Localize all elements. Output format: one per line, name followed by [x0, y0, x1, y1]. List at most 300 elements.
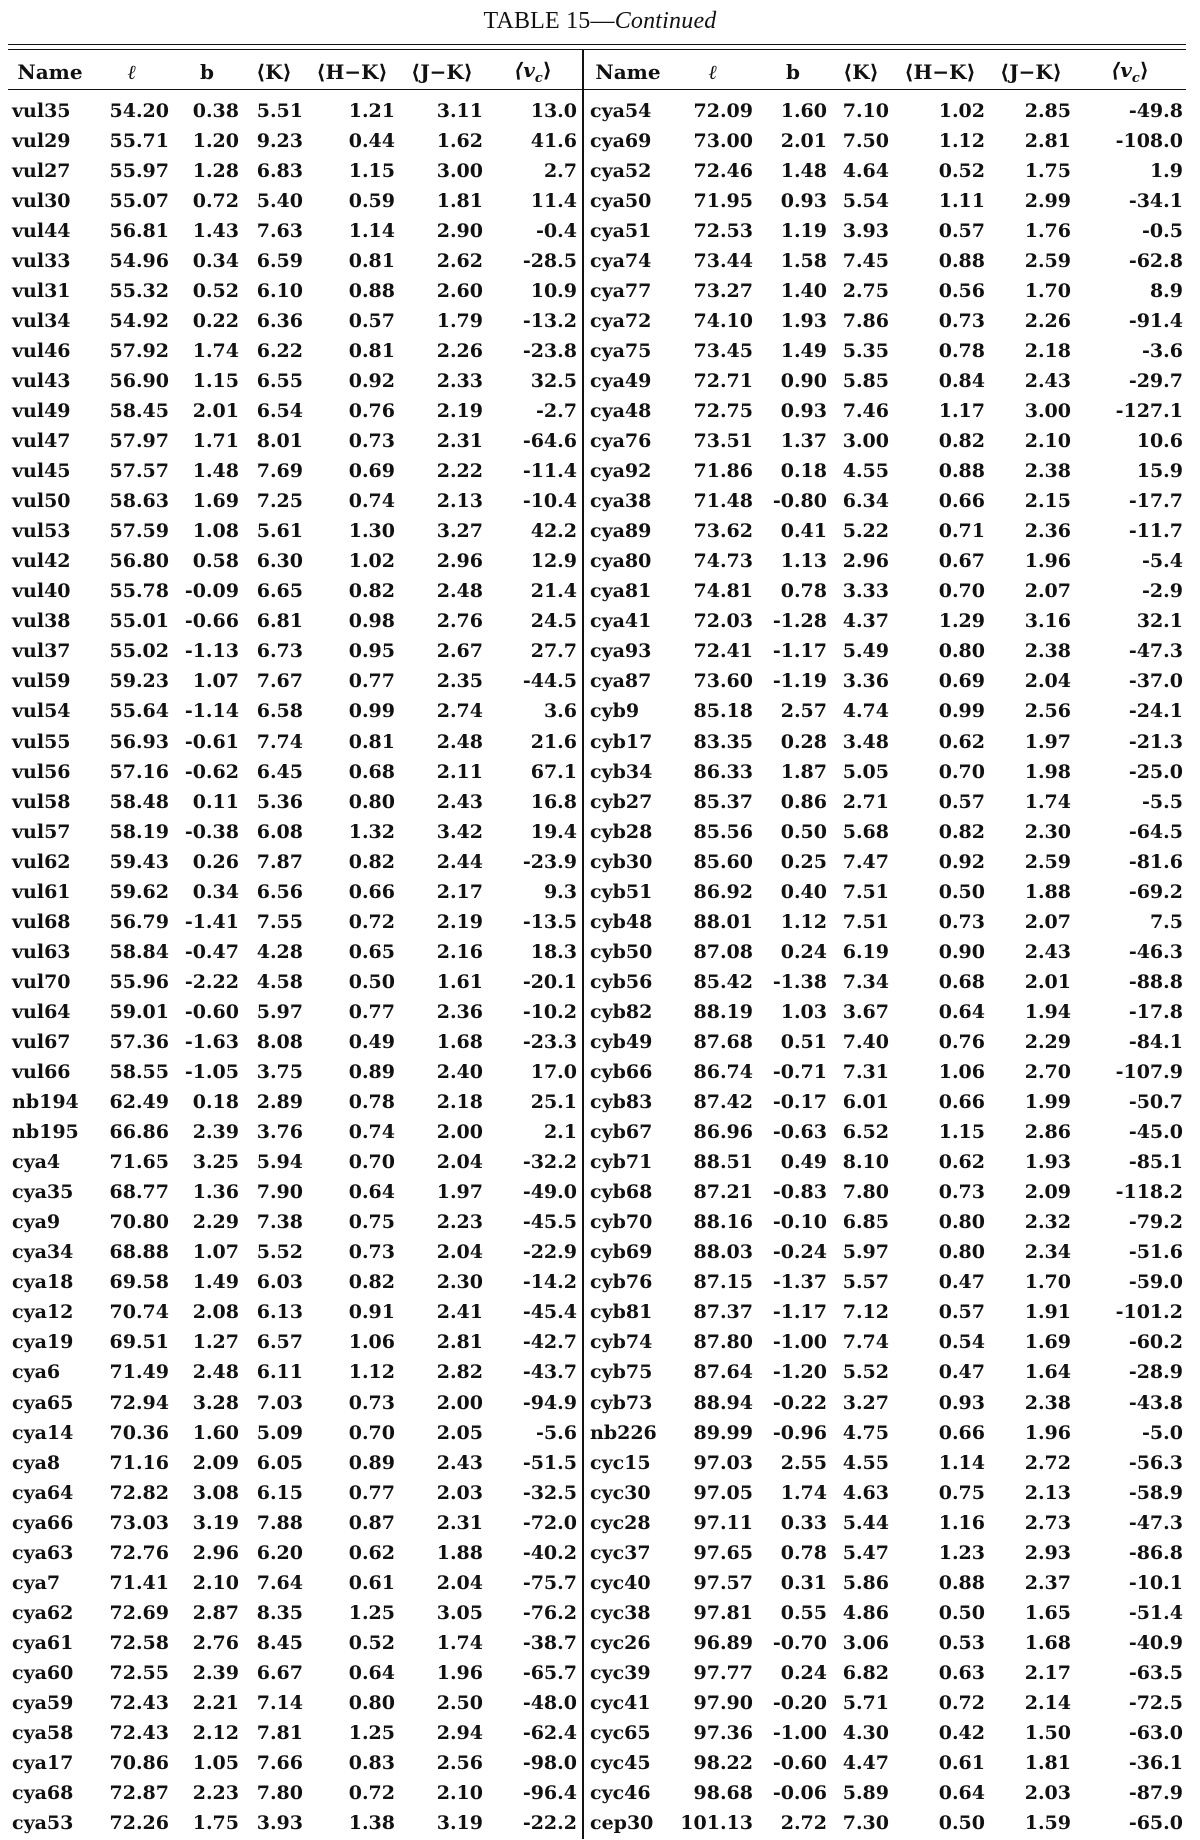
cell-h-k: 0.54	[938, 1331, 985, 1354]
cell-h-k: 0.56	[938, 279, 985, 302]
cell-vc: 19.4	[530, 820, 577, 843]
cell-j-k: 2.67	[436, 640, 483, 663]
cell-j-k: 2.07	[1024, 910, 1071, 933]
cell-b: 0.33	[780, 1511, 827, 1534]
cell-ell: 88.94	[693, 1391, 753, 1414]
cell-b: 0.22	[192, 309, 239, 332]
cell-h-k: 1.12	[348, 1361, 395, 1384]
cell-h-k: 1.17	[938, 399, 985, 422]
cell-name: cyb76	[590, 1271, 653, 1294]
cell-vc: -42.7	[522, 1331, 577, 1354]
cell-vc: -11.4	[522, 460, 577, 483]
cell-vc: -84.1	[1128, 1030, 1183, 1053]
cell-vc: 8.9	[1149, 279, 1183, 302]
cell-h-k: 0.57	[938, 219, 985, 242]
cell-name: cyc46	[590, 1782, 651, 1805]
table-row	[8, 547, 580, 577]
cell-vc: -5.5	[1142, 790, 1183, 813]
cell-k: 4.47	[842, 1752, 889, 1775]
cell-vc: 7.5	[1149, 910, 1183, 933]
cell-vc: -50.7	[1128, 1091, 1183, 1114]
cell-j-k: 1.94	[1024, 1000, 1071, 1023]
cell-k: 5.52	[256, 1241, 303, 1264]
table-row	[8, 697, 580, 727]
cell-h-k: 0.81	[348, 339, 395, 362]
cell-vc: -23.8	[522, 339, 577, 362]
table-row	[8, 366, 580, 396]
cell-b: 2.96	[192, 1541, 239, 1564]
cell-name: cyc38	[590, 1601, 651, 1624]
cell-j-k: 2.76	[436, 610, 483, 633]
cell-b: 1.58	[780, 249, 827, 272]
cell-h-k: 0.92	[348, 369, 395, 392]
table-row	[586, 427, 1186, 457]
table-row	[8, 907, 580, 937]
cell-name: cyb49	[590, 1030, 653, 1053]
cell-j-k: 2.43	[436, 1451, 483, 1474]
table-row	[8, 1148, 580, 1178]
cell-ell: 58.19	[109, 820, 169, 843]
cell-b: -0.96	[772, 1421, 827, 1444]
header-row	[8, 54, 580, 90]
cell-k: 7.51	[842, 880, 889, 903]
cell-k: 4.75	[842, 1421, 889, 1444]
cell-b: 0.24	[780, 940, 827, 963]
table-row	[586, 156, 1186, 186]
cell-name: cya8	[12, 1451, 61, 1474]
cell-h-k: 0.78	[938, 339, 985, 362]
cell-ell: 83.35	[693, 730, 753, 753]
cell-h-k: 1.25	[348, 1601, 395, 1624]
cell-h-k: 1.14	[348, 219, 395, 242]
cell-j-k: 2.04	[436, 1151, 483, 1174]
cell-b: -0.24	[772, 1241, 827, 1264]
cell-j-k: 2.10	[436, 1782, 483, 1805]
table-row	[586, 1538, 1186, 1568]
cell-b: -0.71	[772, 1061, 827, 1084]
top-rule-1	[8, 44, 1186, 45]
cell-k: 8.35	[256, 1601, 303, 1624]
table-row	[586, 817, 1186, 847]
cell-name: vul50	[12, 490, 71, 513]
cell-h-k: 1.02	[348, 550, 395, 573]
cell-ell: 71.48	[693, 490, 753, 513]
cell-ell: 58.48	[109, 790, 169, 813]
cell-b: 2.12	[192, 1722, 239, 1745]
cell-vc: -17.7	[1128, 490, 1183, 513]
table-row	[586, 1779, 1186, 1809]
cell-j-k: 3.00	[436, 159, 483, 182]
cell-vc: -60.2	[1128, 1331, 1183, 1354]
table-row	[586, 306, 1186, 336]
cell-name: cya92	[590, 460, 652, 483]
cell-vc: -46.3	[1128, 940, 1183, 963]
cell-j-k: 2.34	[1024, 1241, 1071, 1264]
cell-vc: 67.1	[530, 760, 577, 783]
cell-name: vul68	[12, 910, 71, 933]
cell-name: vul64	[12, 1000, 71, 1023]
cell-h-k: 0.61	[348, 1571, 395, 1594]
cell-h-k: 1.06	[938, 1061, 985, 1084]
cell-b: -1.20	[772, 1361, 827, 1384]
cell-name: cya4	[12, 1151, 61, 1174]
cell-b: -1.38	[772, 970, 827, 993]
cell-h-k: 1.06	[348, 1331, 395, 1354]
header-ell: ℓ	[708, 59, 718, 84]
cell-k: 4.63	[842, 1481, 889, 1504]
cell-name: vul33	[12, 249, 71, 272]
cell-ell: 97.57	[693, 1571, 753, 1594]
cell-b: 0.51	[780, 1030, 827, 1053]
cell-j-k: 2.81	[436, 1331, 483, 1354]
cell-b: -1.37	[772, 1271, 827, 1294]
cell-name: cyb17	[590, 730, 653, 753]
cell-ell: 97.77	[693, 1661, 753, 1684]
cell-j-k: 1.91	[1024, 1301, 1071, 1324]
cell-h-k: 1.23	[938, 1541, 985, 1564]
table-row	[8, 1418, 580, 1448]
cell-h-k: 0.57	[348, 309, 395, 332]
cell-k: 5.86	[842, 1571, 889, 1594]
cell-b: 1.28	[192, 159, 239, 182]
cell-b: -0.60	[184, 1000, 239, 1023]
table-row	[586, 997, 1186, 1027]
cell-k: 6.82	[842, 1661, 889, 1684]
table-row	[586, 1358, 1186, 1388]
cell-name: cya66	[12, 1511, 74, 1534]
cell-j-k: 3.05	[436, 1601, 483, 1624]
table-row	[586, 847, 1186, 877]
cell-k: 5.05	[842, 760, 889, 783]
cell-ell: 55.07	[109, 189, 169, 212]
cell-k: 6.20	[256, 1541, 303, 1564]
cell-j-k: 1.62	[436, 129, 483, 152]
caption-prefix: TABLE 15—	[483, 8, 615, 34]
cell-name: cya51	[590, 219, 652, 242]
cell-k: 6.13	[256, 1301, 303, 1324]
cell-h-k: 0.81	[348, 730, 395, 753]
cell-k: 5.68	[842, 820, 889, 843]
cell-ell: 71.65	[109, 1151, 169, 1174]
cell-name: vul66	[12, 1061, 71, 1084]
cell-k: 8.08	[256, 1030, 303, 1053]
cell-k: 6.19	[842, 940, 889, 963]
cell-j-k: 2.56	[436, 1752, 483, 1775]
cell-k: 5.61	[256, 520, 303, 543]
cell-vc: 1.9	[1149, 159, 1183, 182]
cell-j-k: 2.56	[1024, 700, 1071, 723]
table-row	[586, 186, 1186, 216]
cell-b: 1.27	[192, 1331, 239, 1354]
cell-vc: 10.9	[530, 279, 577, 302]
cell-vc: -76.2	[522, 1601, 577, 1624]
cell-j-k: 2.13	[436, 490, 483, 513]
cell-k: 5.36	[256, 790, 303, 813]
cell-ell: 72.46	[693, 159, 753, 182]
cell-j-k: 1.99	[1024, 1091, 1071, 1114]
cell-ell: 73.03	[109, 1511, 169, 1534]
cell-h-k: 0.68	[348, 760, 395, 783]
cell-k: 4.37	[842, 610, 889, 633]
cell-j-k: 2.43	[1024, 940, 1071, 963]
cell-h-k: 0.81	[348, 249, 395, 272]
cell-j-k: 2.85	[1024, 99, 1071, 122]
cell-b: 3.19	[192, 1511, 239, 1534]
cell-vc: -45.0	[1128, 1121, 1183, 1144]
cell-vc: -44.5	[522, 670, 577, 693]
cell-b: 1.07	[192, 670, 239, 693]
cell-h-k: 0.74	[348, 490, 395, 513]
cell-b: 0.90	[780, 369, 827, 392]
table-row	[586, 547, 1186, 577]
cell-h-k: 0.73	[348, 1391, 395, 1414]
cell-h-k: 0.61	[938, 1752, 985, 1775]
table-row	[8, 817, 580, 847]
cell-b: 3.28	[192, 1391, 239, 1414]
cell-name: cyc26	[590, 1631, 651, 1654]
cell-j-k: 2.50	[436, 1692, 483, 1714]
table-row	[586, 96, 1186, 126]
cell-h-k: 0.47	[938, 1361, 985, 1384]
cell-h-k: 0.50	[938, 1812, 985, 1835]
cell-j-k: 2.37	[1024, 1571, 1071, 1594]
cell-j-k: 2.81	[1024, 129, 1071, 152]
cell-j-k: 3.11	[436, 99, 483, 122]
table-row	[586, 967, 1186, 997]
cell-b: 0.38	[192, 99, 239, 122]
cell-b: -0.47	[184, 940, 239, 963]
cell-h-k: 0.89	[348, 1451, 395, 1474]
cell-h-k: 0.66	[938, 1091, 985, 1114]
cell-ell: 85.18	[693, 700, 753, 723]
table-row	[8, 577, 580, 607]
cell-b: 0.18	[780, 460, 827, 483]
cell-ell: 72.53	[693, 219, 753, 242]
cell-k: 7.10	[842, 99, 889, 122]
cell-k: 5.51	[256, 99, 303, 122]
table-row	[8, 427, 580, 457]
cell-h-k: 0.83	[348, 1752, 395, 1775]
table-row	[586, 1568, 1186, 1598]
cell-j-k: 2.07	[1024, 580, 1071, 603]
cell-ell: 88.19	[693, 1000, 753, 1023]
cell-ell: 55.78	[109, 580, 169, 603]
table-row	[8, 1809, 580, 1839]
cell-k: 3.00	[842, 430, 889, 453]
cell-name: vul45	[12, 460, 71, 483]
cell-k: 7.40	[842, 1030, 889, 1053]
cell-k: 2.75	[842, 279, 889, 302]
table-row	[586, 1628, 1186, 1658]
cell-h-k: 0.73	[348, 1241, 395, 1264]
cell-b: 0.24	[780, 1661, 827, 1684]
cell-k: 7.30	[842, 1812, 889, 1835]
cell-ell: 72.09	[693, 99, 753, 122]
cell-ell: 57.16	[109, 760, 169, 783]
cell-ell: 73.27	[693, 279, 753, 302]
cell-name: cya62	[12, 1601, 74, 1624]
cell-vc: -87.9	[1128, 1782, 1183, 1805]
header-row	[586, 54, 1186, 90]
cell-vc: -28.5	[522, 249, 577, 272]
table-row	[8, 1238, 580, 1268]
cell-vc: -79.2	[1128, 1211, 1183, 1234]
cell-vc: -40.9	[1128, 1631, 1183, 1654]
cell-ell: 69.51	[109, 1331, 169, 1354]
cell-b: -1.05	[184, 1061, 239, 1084]
table-row	[586, 1508, 1186, 1538]
cell-j-k: 2.90	[436, 219, 483, 242]
cell-h-k: 0.70	[938, 580, 985, 603]
cell-b: 0.49	[780, 1151, 827, 1174]
table-row	[8, 1088, 580, 1118]
cell-ell: 70.86	[109, 1752, 169, 1775]
cell-h-k: 0.70	[938, 760, 985, 783]
cell-k: 3.76	[256, 1121, 303, 1144]
table-row	[586, 1448, 1186, 1478]
cell-k: 5.97	[256, 1000, 303, 1023]
table-row	[8, 306, 580, 336]
table-row	[586, 336, 1186, 366]
cell-j-k: 2.18	[1024, 339, 1071, 362]
cell-b: -1.17	[772, 640, 827, 663]
cell-k: 7.80	[842, 1181, 889, 1204]
cell-name: vul67	[12, 1030, 71, 1053]
cell-ell: 86.74	[693, 1061, 753, 1084]
cell-ell: 58.63	[109, 490, 169, 513]
cell-k: 4.30	[842, 1722, 889, 1745]
table-row	[8, 487, 580, 517]
cell-name: cyc65	[590, 1722, 651, 1745]
cell-b: 1.19	[780, 219, 827, 242]
table-row	[8, 517, 580, 547]
cell-name: nb195	[12, 1121, 79, 1144]
cell-vc: -34.1	[1128, 189, 1183, 212]
cell-vc: 15.9	[1136, 460, 1183, 483]
table-row	[8, 1268, 580, 1298]
cell-name: cya68	[12, 1782, 74, 1805]
table-row	[586, 1658, 1186, 1688]
cell-k: 7.34	[842, 970, 889, 993]
left-table	[8, 54, 580, 1839]
cell-vc: 17.0	[530, 1061, 577, 1084]
cell-ell: 97.81	[693, 1601, 753, 1624]
cell-j-k: 2.16	[436, 940, 483, 963]
cell-j-k: 1.76	[1024, 219, 1071, 242]
table-row	[8, 276, 580, 306]
cell-b: 1.49	[780, 339, 827, 362]
cell-name: cyb73	[590, 1391, 653, 1414]
cell-h-k: 0.80	[938, 1241, 985, 1264]
cell-vc: 32.5	[530, 369, 577, 392]
cell-h-k: 0.99	[348, 700, 395, 723]
cell-ell: 72.26	[109, 1812, 169, 1835]
cell-j-k: 2.59	[1024, 249, 1071, 272]
table-row	[8, 757, 580, 787]
cell-j-k: 2.59	[1024, 850, 1071, 873]
cell-ell: 55.02	[109, 640, 169, 663]
cell-j-k: 2.73	[1024, 1511, 1071, 1534]
cell-vc: -98.0	[522, 1752, 577, 1775]
cell-k: 3.93	[842, 219, 889, 242]
cell-ell: 59.43	[109, 850, 169, 873]
cell-name: cya19	[12, 1331, 74, 1354]
cell-vc: -22.9	[522, 1241, 577, 1264]
cell-vc: 13.0	[530, 99, 577, 122]
cell-j-k: 1.75	[1024, 159, 1071, 182]
cell-h-k: 0.64	[348, 1661, 395, 1684]
cell-b: -0.80	[772, 490, 827, 513]
cell-ell: 85.60	[693, 850, 753, 873]
cell-vc: -85.1	[1128, 1151, 1183, 1174]
cell-k: 3.48	[842, 730, 889, 753]
cell-j-k: 2.35	[436, 670, 483, 693]
header-h-k: ⟨H−K⟩	[904, 60, 976, 84]
cell-name: nb226	[590, 1421, 657, 1444]
cell-vc: -72.5	[1128, 1692, 1183, 1714]
cell-h-k: 0.92	[938, 850, 985, 873]
cell-vc: -47.3	[1128, 1511, 1183, 1534]
cell-h-k: 0.82	[348, 580, 395, 603]
table-row	[586, 577, 1186, 607]
table-row	[586, 1058, 1186, 1088]
cell-b: -1.19	[772, 670, 827, 693]
cell-ell: 72.69	[109, 1601, 169, 1624]
cell-k: 7.14	[256, 1692, 303, 1714]
cell-name: vul61	[12, 880, 71, 903]
cell-b: -0.17	[772, 1091, 827, 1114]
cell-ell: 72.58	[109, 1631, 169, 1654]
cell-name: vul63	[12, 940, 71, 963]
cell-j-k: 2.62	[436, 249, 483, 272]
header-k: ⟨K⟩	[256, 60, 292, 84]
table-row	[586, 276, 1186, 306]
cell-ell: 88.01	[693, 910, 753, 933]
cell-vc: -22.2	[522, 1812, 577, 1835]
header-ell: ℓ	[127, 59, 137, 84]
cell-b: 0.26	[192, 850, 239, 873]
cell-b: 2.39	[192, 1661, 239, 1684]
cell-b: 1.37	[780, 430, 827, 453]
cell-name: cyb66	[590, 1061, 653, 1084]
cell-ell: 70.74	[109, 1301, 169, 1324]
cell-b: 2.87	[192, 1601, 239, 1624]
cell-b: 0.72	[192, 189, 239, 212]
cell-ell: 72.82	[109, 1481, 169, 1504]
table-row	[586, 1719, 1186, 1749]
cell-ell: 71.95	[693, 189, 753, 212]
cell-k: 5.52	[842, 1361, 889, 1384]
cell-ell: 68.77	[109, 1181, 169, 1204]
cell-j-k: 2.43	[1024, 369, 1071, 392]
cell-b: 1.48	[780, 159, 827, 182]
cell-b: 0.34	[192, 880, 239, 903]
cell-name: cya72	[590, 309, 652, 332]
cell-ell: 72.94	[109, 1391, 169, 1414]
cell-j-k: 2.01	[1024, 970, 1071, 993]
table-row	[8, 607, 580, 637]
cell-h-k: 0.80	[348, 1692, 395, 1714]
cell-h-k: 0.73	[348, 430, 395, 453]
cell-ell: 73.62	[693, 520, 753, 543]
cell-vc: -13.2	[522, 309, 577, 332]
cell-ell: 56.93	[109, 730, 169, 753]
header-vc	[486, 54, 580, 90]
cell-b: 1.60	[780, 99, 827, 122]
cell-name: vul42	[12, 550, 71, 573]
cell-ell: 87.37	[693, 1301, 753, 1324]
cell-name: cya14	[12, 1421, 74, 1444]
